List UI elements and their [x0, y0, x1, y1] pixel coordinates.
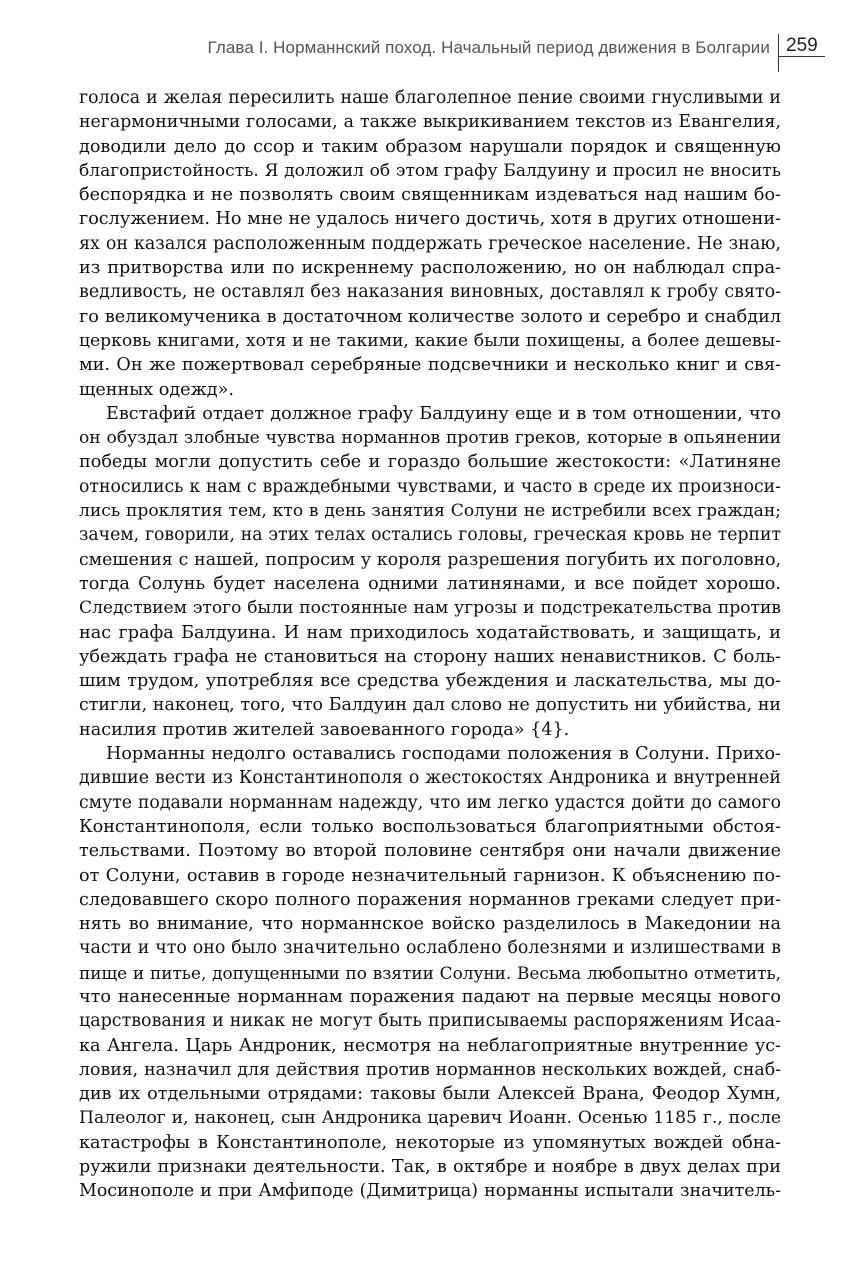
text-line: царствования и никак не могут быть приписываемы распоряжениям Исаа- — [79, 1011, 781, 1032]
text-line: го великомученика в достаточном количестве золото и серебро и снабдил — [79, 306, 781, 327]
text-line: ка Ангела. Царь Андроник, несмотря на неблагоприятные внутренние ус- — [79, 1035, 781, 1056]
text-line: нас графа Балдуина. И нам приходилось ходатайствовать, и защищать, и — [79, 622, 781, 643]
text-line: Следствием этого были постоянные нам угрозы и подстрекательства против — [79, 598, 781, 619]
text-line: щенных одежд». — [79, 379, 234, 400]
text-line: относились к нам с враждебными чувствами, и часто в среде их произноси- — [79, 476, 781, 497]
text-line: что нанесенные норманнам поражения падают на первые месяцы нового — [79, 986, 781, 1007]
text-line: победы могли допустить себе и гораздо большие жестокости: «Латиняне — [79, 452, 781, 473]
text-line: из притворства или по искреннему расположению, но он наблюдал спра- — [79, 258, 781, 279]
header-vertical-rule — [778, 34, 779, 72]
text-line: тельствами. Поэтому во второй половине сентября они начали движение — [79, 841, 781, 862]
text-line: ми. Он же пожертвовал серебряные подсвечники и несколько книг и свя- — [79, 355, 781, 376]
text-line: Мосинополе и при Амфиподе (Димитрица) норманны испытали значитель- — [79, 1181, 781, 1202]
text-line: ружили признаки деятельности. Так, в октябре и ноябре в двух делах при — [79, 1157, 781, 1178]
text-line: от Солуни, оставив в городе незначительный гарнизон. К объяснению по- — [79, 865, 781, 886]
text-line: катастрофы в Константинополе, некоторые из упомянутых вождей обна- — [79, 1132, 781, 1153]
text-line: он обуздал злобные чувства норманнов против греков, которые в опьянении — [79, 428, 781, 449]
text-line: голоса и желая пересилить наше благолепное пение своими гнусливыми и — [79, 88, 781, 108]
page-number: 259 — [786, 35, 818, 56]
text-line: тогда Солунь будет населена одними латинянами, и все пойдет хорошо. — [79, 573, 781, 594]
text-line: лись проклятия тем, кто в день занятия Солуни не истребили всех граждан; — [79, 501, 781, 522]
text-line: ловия, назначил для действия против норманнов нескольких вождей, снаб- — [79, 1059, 781, 1080]
text-line: Палеолог и, наконец, сын Андроника царевич Иоанн. Осенью 1185 г., после — [79, 1108, 781, 1129]
text-line: зачем, говорили, на этих телах остались головы, греческая кровь не терпит — [79, 525, 781, 546]
paragraph-2 — [79, 402, 781, 742]
text-line: див их отдельными отрядами: таковы были Алексей Врана, Феодор Хумн, — [79, 1084, 781, 1105]
text-line: Евстафий отдает должное графу Балдуину еще и в том отношении, что — [106, 403, 781, 424]
text-line: ях он казался расположенным поддержать греческое население. Не знаю, — [79, 233, 781, 254]
text-line: шим трудом, употребляя все средства убеждения и ласкательства, мы до- — [79, 671, 781, 692]
text-line: насилия против жителей завоеванного города» {4}. — [79, 719, 570, 740]
text-line: смешения с нашей, попросим у короля разрешения погубить их поголовно, — [79, 549, 781, 570]
body-text — [79, 86, 781, 1204]
text-line: благопристойность. Я доложил об этом графу Балдуину и просил не вносить — [79, 160, 781, 181]
paragraph-3 — [79, 742, 781, 1204]
text-line: дившие вести из Константинополя о жестокостях Андроника и внутренней — [79, 768, 781, 789]
text-line: смуте подавали норманнам надежду, что им легко удастся дойти до самого — [79, 792, 781, 813]
text-line: Константинополя, если только воспользоваться благоприятными обстоя- — [79, 816, 781, 837]
text-line: нять во внимание, что норманнское войско разделилось в Македонии на — [79, 914, 781, 935]
text-line: Норманны недолго оставались господами положения в Солуни. Прихо- — [106, 744, 781, 765]
text-line: следовавшего скоро полного поражения норманнов греками следует при- — [79, 889, 781, 910]
text-line: беспорядка и не позволять своим священникам издеваться над нашим бо- — [79, 185, 781, 206]
text-line: убеждать графа не становиться на сторону наших ненавистников. С боль- — [79, 646, 781, 667]
paragraph-1 — [79, 86, 781, 402]
text-line: гослужением. Но мне не удалось ничего достичь, хотя в других отношени- — [79, 209, 781, 230]
text-line: негармоничными голосами, а также выкрикиванием текстов из Евангелия, — [79, 112, 781, 133]
text-line: церковь книгами, хотя и не такими, какие были похищены, а более дешевы- — [79, 330, 781, 351]
text-line: ведливость, не оставлял без наказания виновных, доставлял к гробу свято- — [79, 282, 781, 303]
running-title: Глава I. Норманнский поход. Начальный период движения в Болгарии — [207, 38, 770, 57]
text-line: пище и питье, допущенными по взятии Солуни. Весьма любопытно отметить, — [79, 962, 781, 983]
text-line: доводили дело до ссор и таким образом нарушали порядок и священную — [79, 136, 781, 157]
text-line: части и что оно было значительно ослаблено болезнями и излишествами в — [79, 938, 781, 959]
text-line: стигли, наконец, того, что Балдуин дал слово не допустить ни убийства, ни — [79, 695, 781, 716]
